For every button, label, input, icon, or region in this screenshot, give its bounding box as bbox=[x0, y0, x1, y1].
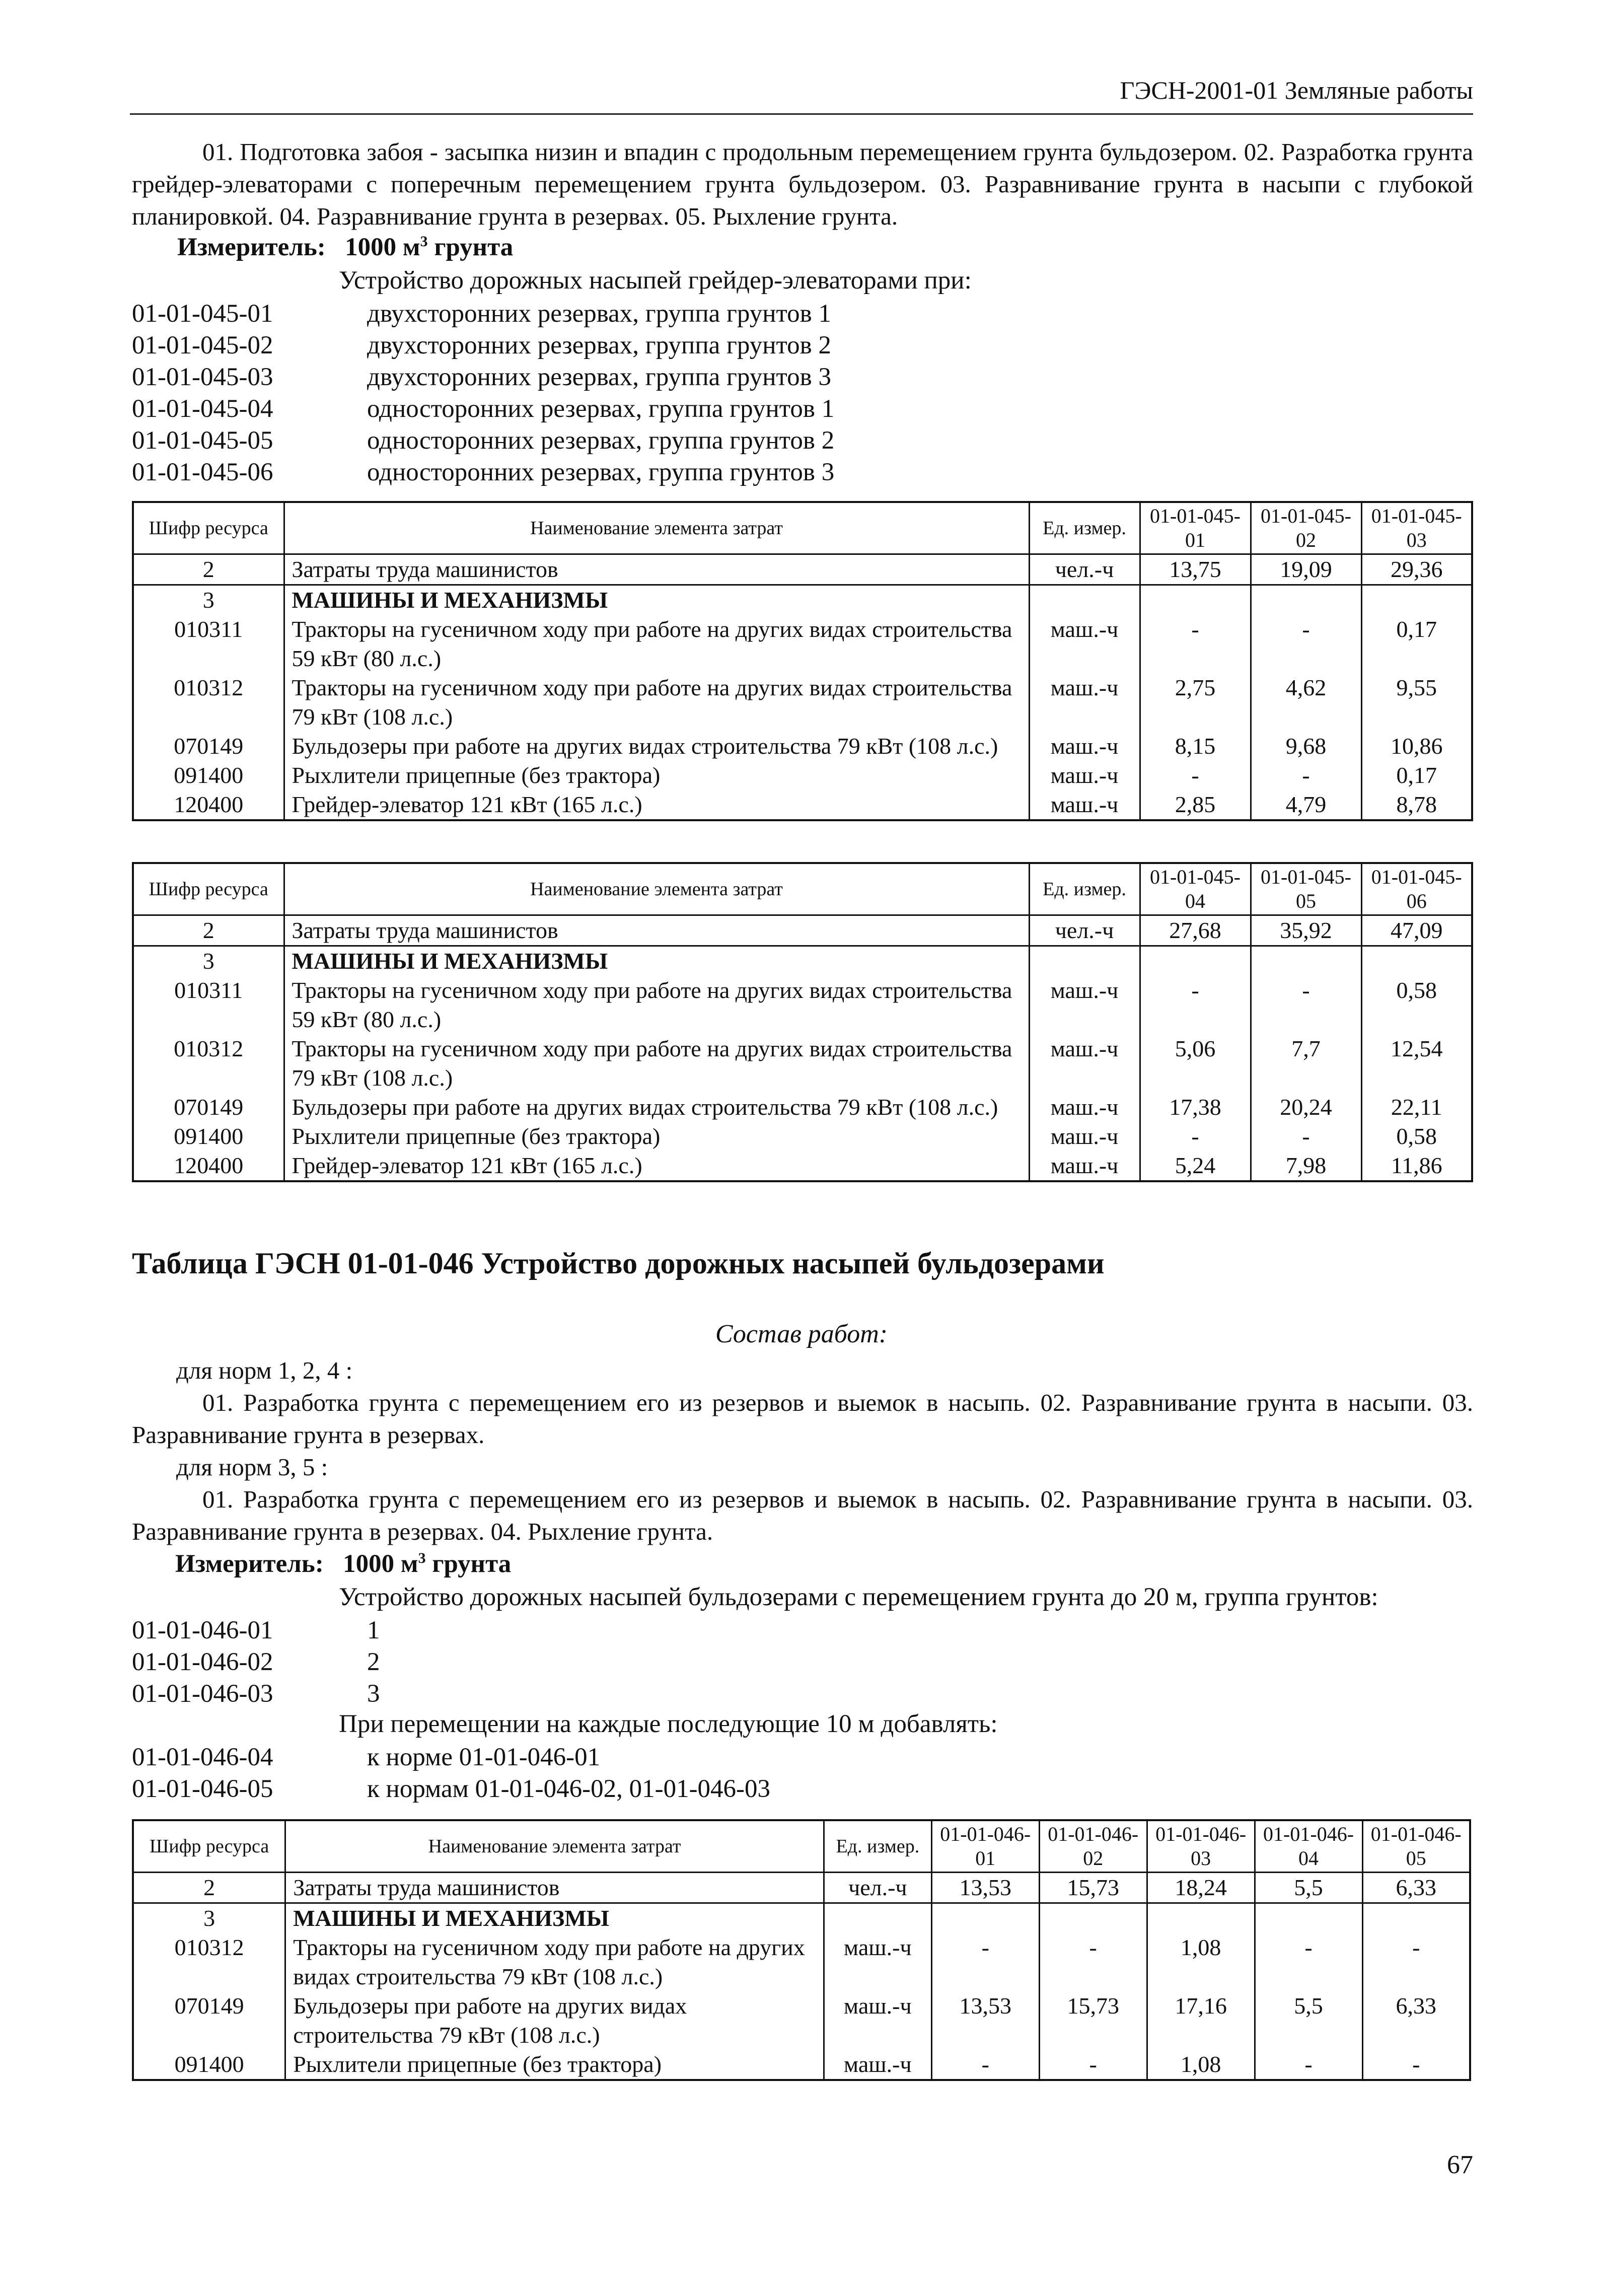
table-row bbox=[133, 1151, 1472, 1181]
value-cell bbox=[1251, 946, 1361, 976]
header-rule bbox=[130, 113, 1473, 115]
value-cell: 8,78 bbox=[1361, 790, 1472, 820]
value-cell: 7,98 bbox=[1251, 1151, 1361, 1181]
value-cell bbox=[1361, 585, 1472, 615]
table-row bbox=[133, 1034, 1472, 1093]
norms-b-label: для норм 3, 5 : bbox=[176, 1453, 328, 1481]
value-cell: 27,68 bbox=[1140, 915, 1251, 946]
table-title-046: Таблица ГЭСН 01-01-046 Устройство дорожных насыпей бульдозерами bbox=[132, 1247, 1105, 1280]
cost-element-cell: Бульдозеры при работе на других видах строительства 79 кВт (108 л.с.) bbox=[285, 1991, 824, 2050]
value-cell: - bbox=[1140, 976, 1251, 1034]
norm-code-description: двухсторонних резервах, группа грунтов 2 bbox=[367, 331, 831, 360]
unit-cell: маш.-ч bbox=[1029, 790, 1140, 820]
resource-code-cell: 070149 bbox=[133, 732, 284, 761]
norm-code-list-045 bbox=[132, 298, 834, 488]
norm-code-description: 2 bbox=[367, 1648, 380, 1676]
table-row bbox=[133, 1933, 1470, 1991]
resource-code-cell: 3 bbox=[133, 946, 284, 976]
cost-element-cell: Затраты труда машинистов bbox=[285, 1873, 824, 1903]
table-row bbox=[133, 615, 1472, 673]
value-cell: 15,73 bbox=[1039, 1873, 1147, 1903]
value-cell: 13,75 bbox=[1140, 554, 1251, 585]
lead2-046: При перемещении на каждые последующие 10 м добавлять: bbox=[339, 1710, 998, 1738]
norm-code-row bbox=[132, 362, 834, 393]
value-cell: 4,62 bbox=[1251, 673, 1361, 732]
norm-code-row bbox=[132, 298, 834, 330]
value-cell: 0,58 bbox=[1361, 1122, 1472, 1151]
cost-element-cell: Тракторы на гусеничном ходу при работе на других видах строительства 79 кВт (108 л.с.) bbox=[284, 673, 1029, 732]
norm-code-row bbox=[132, 1773, 770, 1805]
measure-unit: грунта bbox=[434, 233, 514, 261]
resource-table-045-a bbox=[132, 501, 1473, 821]
value-cell: 0,17 bbox=[1361, 615, 1472, 673]
value-cell: 6,33 bbox=[1362, 1873, 1470, 1903]
norm-code-list-046 bbox=[132, 1615, 380, 1710]
value-cell: 5,24 bbox=[1140, 1151, 1251, 1181]
norm-code-row bbox=[132, 393, 834, 425]
norm-code-description: к норме 01-01-046-01 bbox=[367, 1743, 601, 1771]
unit-cell: чел.-ч bbox=[824, 1873, 931, 1903]
norm-code-row bbox=[132, 1678, 380, 1710]
norms-a-description: 01. Разработка грунта с перемещением его из резервов и выемок в насыпь. 02. Разравнивание грунта в насыпи. 03. Разравнивание грунта в резервах. bbox=[132, 1389, 1473, 1449]
value-cell: 47,09 bbox=[1361, 915, 1472, 946]
resource-code-cell: 010312 bbox=[133, 1034, 284, 1093]
unit-cell: маш.-ч bbox=[824, 1933, 931, 1991]
table-row bbox=[133, 1991, 1470, 2050]
norm-code-row bbox=[132, 1646, 380, 1678]
header-norm-column: 01-01-046-05 bbox=[1362, 1820, 1470, 1873]
value-cell: 0,17 bbox=[1361, 761, 1472, 790]
norm-code-row bbox=[132, 1742, 770, 1773]
cost-element-cell: Бульдозеры при работе на других видах строительства 79 кВт (108 л.с.) bbox=[284, 732, 1029, 761]
resource-code-cell: 010311 bbox=[133, 615, 284, 673]
value-cell bbox=[1251, 585, 1361, 615]
table-row bbox=[133, 673, 1472, 732]
resource-code-cell: 120400 bbox=[133, 790, 284, 820]
measure-sup: 3 bbox=[420, 233, 428, 250]
value-cell: - bbox=[1362, 2050, 1470, 2080]
cost-element-cell: Тракторы на гусеничном ходу при работе на других видах строительства 59 кВт (80 л.с.) bbox=[284, 615, 1029, 673]
table-row bbox=[133, 1903, 1470, 1933]
norm-code: 01-01-046-01 bbox=[132, 1616, 273, 1644]
measure-value: 1000 м bbox=[343, 1550, 418, 1578]
value-cell: 1,08 bbox=[1147, 2050, 1255, 2080]
value-cell: - bbox=[1362, 1933, 1470, 1991]
unit-cell: маш.-ч bbox=[1029, 673, 1140, 732]
value-cell bbox=[931, 1903, 1039, 1933]
norm-code: 01-01-045-01 bbox=[132, 300, 273, 328]
value-cell: 2,85 bbox=[1140, 790, 1251, 820]
cost-element-cell: Грейдер-элеватор 121 кВт (165 л.с.) bbox=[284, 790, 1029, 820]
norm-code-description: односторонних резервах, группа грунтов 3 bbox=[367, 458, 835, 486]
running-header: ГЭСН-2001-01 Земляные работы bbox=[1120, 76, 1473, 104]
value-cell bbox=[1140, 946, 1251, 976]
norm-code-description: двухсторонних резервах, группа грунтов 1 bbox=[367, 300, 831, 328]
norm-code-description: 3 bbox=[367, 1680, 380, 1708]
header-norm-column: 01-01-045-02 bbox=[1251, 502, 1361, 554]
header-resource-code: Шифр ресурса bbox=[133, 502, 284, 554]
unit-cell bbox=[824, 1903, 931, 1933]
value-cell: 2,75 bbox=[1140, 673, 1251, 732]
resource-code-cell: 3 bbox=[133, 1903, 285, 1933]
cost-element-cell: МАШИНЫ И МЕХАНИЗМЫ bbox=[284, 946, 1029, 976]
header-cost-element: Наименование элемента затрат bbox=[284, 502, 1029, 554]
norms-a-label: для норм 1, 2, 4 : bbox=[176, 1356, 353, 1384]
table-header-row bbox=[133, 863, 1472, 915]
value-cell: 22,11 bbox=[1361, 1093, 1472, 1122]
norm-code: 01-01-046-03 bbox=[132, 1680, 273, 1708]
value-cell: 7,7 bbox=[1251, 1034, 1361, 1093]
header-cost-element: Наименование элемента затрат bbox=[285, 1820, 824, 1873]
value-cell: 9,55 bbox=[1361, 673, 1472, 732]
header-unit: Ед. измер. bbox=[1029, 863, 1140, 915]
unit-cell: маш.-ч bbox=[824, 2050, 931, 2080]
norms-b-description: 01. Разработка грунта с перемещением его из резервов и выемок в насыпь. 02. Разравнивание грунта в насыпи. 03. Разравнивание грунта в резервах. 04. Рыхление грунта. bbox=[132, 1485, 1473, 1545]
resource-code-cell: 070149 bbox=[133, 1991, 285, 2050]
table-row bbox=[133, 915, 1472, 946]
unit-cell: маш.-ч bbox=[1029, 1034, 1140, 1093]
measure-value: 1000 м bbox=[345, 233, 420, 261]
unit-cell: маш.-ч bbox=[1029, 1122, 1140, 1151]
norm-code-description: односторонних резервах, группа грунтов 2 bbox=[367, 426, 835, 455]
measure-line-046 bbox=[175, 1549, 511, 1578]
table-header-row bbox=[133, 502, 1472, 554]
value-cell bbox=[1039, 1903, 1147, 1933]
work-composition-heading: Состав работ: bbox=[715, 1320, 888, 1348]
unit-cell bbox=[1029, 585, 1140, 615]
norm-code-list-046-extra bbox=[132, 1742, 770, 1805]
value-cell bbox=[1255, 1903, 1362, 1933]
cost-element-cell: МАШИНЫ И МЕХАНИЗМЫ bbox=[285, 1903, 824, 1933]
resource-code-cell: 2 bbox=[133, 1873, 285, 1903]
cost-element-cell: Рыхлители прицепные (без трактора) bbox=[284, 1122, 1029, 1151]
work-description-text: 01. Подготовка забоя - засыпка низин и впадин с продольным перемещением грунта бульдозером. 02. Разработка грунта грейдер-элеваторами с поперечным перемещением грунта бульдозером. 03. Разравнивание грунта в насыпи с глубокой планировкой. 04. Разравнивание грунта в резервах. 05. Рыхление грунта. bbox=[132, 138, 1473, 230]
norm-code-description: 1 bbox=[367, 1616, 380, 1644]
table-row bbox=[133, 732, 1472, 761]
measure-unit: грунта bbox=[432, 1550, 512, 1578]
unit-cell: маш.-ч bbox=[1029, 976, 1140, 1034]
unit-cell: маш.-ч bbox=[1029, 761, 1140, 790]
header-norm-column: 01-01-045-01 bbox=[1140, 502, 1251, 554]
resource-code-cell: 091400 bbox=[133, 2050, 285, 2080]
value-cell: 17,38 bbox=[1140, 1093, 1251, 1122]
lead-045: Устройство дорожных насыпей грейдер-элеваторами при: bbox=[339, 266, 972, 295]
table-row bbox=[133, 1873, 1470, 1903]
value-cell: - bbox=[1140, 615, 1251, 673]
header-norm-column: 01-01-046-02 bbox=[1039, 1820, 1147, 1873]
value-cell: - bbox=[1251, 761, 1361, 790]
lead-046: Устройство дорожных насыпей бульдозерами с перемещением грунта до 20 м, группа грунтов: bbox=[339, 1583, 1378, 1611]
cost-element-cell: Бульдозеры при работе на других видах строительства 79 кВт (108 л.с.) bbox=[284, 1093, 1029, 1122]
header-unit: Ед. измер. bbox=[1029, 502, 1140, 554]
value-cell: - bbox=[931, 1933, 1039, 1991]
header-norm-column: 01-01-046-03 bbox=[1147, 1820, 1255, 1873]
cost-element-cell: Рыхлители прицепные (без трактора) bbox=[284, 761, 1029, 790]
table-row bbox=[133, 946, 1472, 976]
header-cost-element: Наименование элемента затрат bbox=[284, 863, 1029, 915]
value-cell: - bbox=[1039, 2050, 1147, 2080]
value-cell: 5,5 bbox=[1255, 1873, 1362, 1903]
norm-code: 01-01-046-02 bbox=[132, 1648, 273, 1676]
norm-code-row bbox=[132, 330, 834, 362]
value-cell: 4,79 bbox=[1251, 790, 1361, 820]
header-resource-code: Шифр ресурса bbox=[133, 1820, 285, 1873]
table-header-row bbox=[133, 1820, 1470, 1873]
header-norm-column: 01-01-046-04 bbox=[1255, 1820, 1362, 1873]
value-cell: 20,24 bbox=[1251, 1093, 1361, 1122]
unit-cell bbox=[1029, 946, 1140, 976]
norm-code: 01-01-045-02 bbox=[132, 331, 273, 360]
value-cell: 5,06 bbox=[1140, 1034, 1251, 1093]
resource-table-045-b bbox=[132, 862, 1473, 1182]
value-cell: 13,53 bbox=[931, 1873, 1039, 1903]
header-norm-column: 01-01-045-06 bbox=[1361, 863, 1472, 915]
measure-sup: 3 bbox=[418, 1550, 426, 1566]
unit-cell: маш.-ч bbox=[1029, 1151, 1140, 1181]
unit-cell: чел.-ч bbox=[1029, 915, 1140, 946]
measure-label: Измеритель: bbox=[175, 1550, 324, 1578]
resource-code-cell: 010312 bbox=[133, 673, 284, 732]
cost-element-cell: Затраты труда машинистов bbox=[284, 554, 1029, 585]
cost-element-cell: Грейдер-элеватор 121 кВт (165 л.с.) bbox=[284, 1151, 1029, 1181]
value-cell: 5,5 bbox=[1255, 1991, 1362, 2050]
resource-code-cell: 2 bbox=[133, 915, 284, 946]
measure-label: Измеритель: bbox=[177, 233, 326, 261]
header-unit: Ед. измер. bbox=[824, 1820, 931, 1873]
value-cell: 10,86 bbox=[1361, 732, 1472, 761]
cost-element-cell: Тракторы на гусеничном ходу при работе на других видах строительства 79 кВт (108 л.с.) bbox=[284, 1034, 1029, 1093]
header-norm-column: 01-01-045-04 bbox=[1140, 863, 1251, 915]
cost-element-cell: Тракторы на гусеничном ходу при работе на других видах строительства 79 кВт (108 л.с.) bbox=[285, 1933, 824, 1991]
value-cell: 6,33 bbox=[1362, 1991, 1470, 2050]
cost-element-cell: Рыхлители прицепные (без трактора) bbox=[285, 2050, 824, 2080]
norm-code: 01-01-045-05 bbox=[132, 426, 273, 455]
resource-code-cell: 091400 bbox=[133, 761, 284, 790]
value-cell: 18,24 bbox=[1147, 1873, 1255, 1903]
table-row bbox=[133, 761, 1472, 790]
header-norm-column: 01-01-046-01 bbox=[931, 1820, 1039, 1873]
resource-table-046 bbox=[132, 1819, 1471, 2081]
norm-code-description: двухсторонних резервах, группа грунтов 3 bbox=[367, 363, 831, 391]
value-cell: - bbox=[1140, 761, 1251, 790]
norm-code-description: односторонних резервах, группа грунтов 1 bbox=[367, 395, 835, 423]
value-cell: 35,92 bbox=[1251, 915, 1361, 946]
norm-code: 01-01-045-06 bbox=[132, 458, 273, 486]
norm-code-row bbox=[132, 1615, 380, 1646]
value-cell: 19,09 bbox=[1251, 554, 1361, 585]
header-resource-code: Шифр ресурса bbox=[133, 863, 284, 915]
measure-line-045 bbox=[177, 233, 513, 262]
norm-code-description: к нормам 01-01-046-02, 01-01-046-03 bbox=[367, 1775, 771, 1803]
norm-code: 01-01-045-03 bbox=[132, 363, 273, 391]
table-row bbox=[133, 585, 1472, 615]
value-cell bbox=[1361, 946, 1472, 976]
unit-cell: маш.-ч bbox=[1029, 732, 1140, 761]
value-cell bbox=[1362, 1903, 1470, 1933]
table-row bbox=[133, 2050, 1470, 2080]
norms-b-text bbox=[132, 1483, 1473, 1548]
value-cell: 1,08 bbox=[1147, 1933, 1255, 1991]
norm-code: 01-01-046-05 bbox=[132, 1775, 273, 1803]
unit-cell: маш.-ч bbox=[1029, 615, 1140, 673]
value-cell: 17,16 bbox=[1147, 1991, 1255, 2050]
work-description-045 bbox=[132, 136, 1473, 233]
cost-element-cell: МАШИНЫ И МЕХАНИЗМЫ bbox=[284, 585, 1029, 615]
resource-code-cell: 3 bbox=[133, 585, 284, 615]
unit-cell: чел.-ч bbox=[1029, 554, 1140, 585]
resource-code-cell: 2 bbox=[133, 554, 284, 585]
header-norm-column: 01-01-045-05 bbox=[1251, 863, 1361, 915]
unit-cell: маш.-ч bbox=[824, 1991, 931, 2050]
cost-element-cell: Затраты труда машинистов bbox=[284, 915, 1029, 946]
value-cell: 11,86 bbox=[1361, 1151, 1472, 1181]
resource-code-cell: 010311 bbox=[133, 976, 284, 1034]
value-cell: - bbox=[1251, 1122, 1361, 1151]
value-cell: 29,36 bbox=[1361, 554, 1472, 585]
value-cell: 12,54 bbox=[1361, 1034, 1472, 1093]
value-cell: - bbox=[1255, 2050, 1362, 2080]
table-row bbox=[133, 1122, 1472, 1151]
table-row bbox=[133, 1093, 1472, 1122]
resource-code-cell: 010312 bbox=[133, 1933, 285, 1991]
resource-code-cell: 070149 bbox=[133, 1093, 284, 1122]
norms-a-text bbox=[132, 1387, 1473, 1451]
norm-code-row bbox=[132, 425, 834, 457]
value-cell: - bbox=[1251, 976, 1361, 1034]
value-cell: 9,68 bbox=[1251, 732, 1361, 761]
cost-element-cell: Тракторы на гусеничном ходу при работе на других видах строительства 59 кВт (80 л.с.) bbox=[284, 976, 1029, 1034]
resource-code-cell: 120400 bbox=[133, 1151, 284, 1181]
value-cell: - bbox=[1255, 1933, 1362, 1991]
resource-code-cell: 091400 bbox=[133, 1122, 284, 1151]
page-number: 67 bbox=[1447, 2150, 1473, 2179]
value-cell: - bbox=[931, 2050, 1039, 2080]
value-cell: - bbox=[1140, 1122, 1251, 1151]
value-cell: 8,15 bbox=[1140, 732, 1251, 761]
norm-code: 01-01-045-04 bbox=[132, 395, 273, 423]
norm-code-row bbox=[132, 457, 834, 488]
unit-cell: маш.-ч bbox=[1029, 1093, 1140, 1122]
table-row bbox=[133, 790, 1472, 820]
value-cell bbox=[1140, 585, 1251, 615]
value-cell: - bbox=[1251, 615, 1361, 673]
value-cell: 13,53 bbox=[931, 1991, 1039, 2050]
value-cell: 0,58 bbox=[1361, 976, 1472, 1034]
value-cell: 15,73 bbox=[1039, 1991, 1147, 2050]
table-row bbox=[133, 554, 1472, 585]
norm-code: 01-01-046-04 bbox=[132, 1743, 273, 1771]
header-norm-column: 01-01-045-03 bbox=[1361, 502, 1472, 554]
value-cell: - bbox=[1039, 1933, 1147, 1991]
table-row bbox=[133, 976, 1472, 1034]
value-cell bbox=[1147, 1903, 1255, 1933]
